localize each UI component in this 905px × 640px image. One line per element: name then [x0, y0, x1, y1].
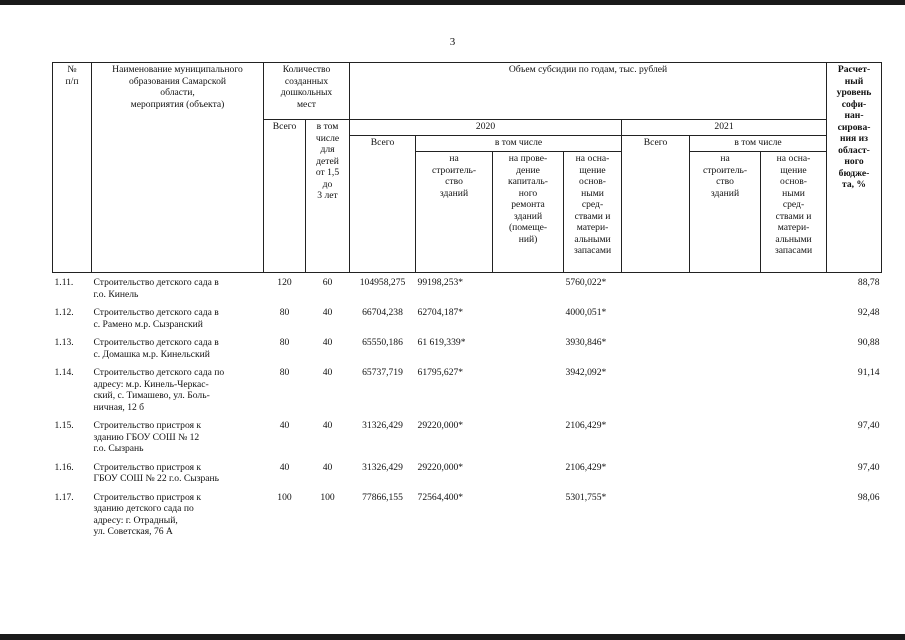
row-repair-2020: [493, 416, 564, 458]
row-level: 92,48: [857, 307, 880, 318]
row-sum-2021: [622, 363, 690, 416]
row-equip-2021: [761, 303, 827, 333]
row-level: 88,78: [857, 277, 880, 288]
header-construction-2020: на строитель- ство зданий: [416, 152, 493, 273]
row-sum-2021: [622, 488, 690, 541]
row-num: 1.13.: [54, 337, 74, 348]
row-num: 1.12.: [54, 307, 74, 318]
row-construction-2020: 61 619,339*: [417, 337, 466, 348]
header-num: № п/п: [53, 63, 92, 273]
header-construction-2021: на строитель- ство зданий: [690, 152, 761, 273]
row-places-children: 40: [322, 307, 333, 318]
row-equip-2021: [761, 363, 827, 416]
row-sum-2020: 65550,186: [362, 337, 403, 348]
row-equip-2020: 5301,755*: [565, 491, 607, 503]
row-construction-2021: [690, 416, 761, 458]
row-repair-2020: [493, 363, 564, 416]
header-incl-2020: в том числе: [416, 136, 622, 152]
header-repair-2020: на прове- дение капиталь- ного ремонта зданий (помеще- ний): [493, 152, 564, 273]
table-row: [53, 303, 882, 333]
row-places-children: 100: [320, 491, 335, 503]
row-name: Строительство пристроя к зданию детского сада по адресу: г. Отрадный, ул. Советская, 76 А: [93, 491, 202, 537]
row-num: 1.16.: [54, 461, 74, 473]
row-repair-2020: [493, 488, 564, 541]
row-construction-2021: [690, 488, 761, 541]
row-equip-2021: [761, 416, 827, 458]
row-num: 1.11.: [54, 277, 74, 288]
row-construction-2020: 29220,000*: [417, 420, 464, 431]
row-level: 97,40: [857, 420, 880, 431]
row-places-children: 40: [322, 367, 333, 378]
row-equip-2021: [761, 458, 827, 488]
row-sum-2020: 104958,275: [359, 277, 406, 288]
row-num: 1.15.: [54, 420, 74, 431]
header-year-2021: 2021: [622, 120, 827, 136]
header-year-2020: 2020: [350, 120, 622, 136]
row-equip-2020: 2106,429*: [565, 461, 607, 473]
top-border-rule: [0, 0, 905, 5]
table-row: [53, 333, 882, 363]
row-construction-2021: [690, 363, 761, 416]
row-construction-2020: 62704,187*: [417, 307, 464, 318]
header-places: Количество созданных дошкольных мест: [264, 63, 350, 120]
header-places-children: в том числе для детей от 1,5 до 3 лет: [306, 120, 350, 273]
header-equip-2021: на осна- щение основ- ными сред- ствами и матери- альными запасами: [761, 152, 827, 273]
row-name: Строительство детского сада в с. Рамено м.р. Сызранский: [93, 307, 219, 330]
table-row: [53, 416, 882, 458]
subsidy-table: [52, 62, 882, 541]
row-sum-2020: 31326,429: [362, 420, 403, 431]
row-equip-2020: 5760,022*: [565, 277, 607, 288]
row-construction-2021: [690, 333, 761, 363]
row-places-total: 80: [279, 367, 290, 378]
table-row: [53, 458, 882, 488]
row-repair-2020: [493, 458, 564, 488]
row-sum-2021: [622, 333, 690, 363]
row-construction-2020: 29220,000*: [417, 461, 464, 473]
header-level: Расчет- ный уровень софи- нан- сирова- ния из област- ного бюдже- та, %: [827, 63, 882, 273]
row-sum-2020: 31326,429: [362, 461, 403, 473]
row-name: Строительство детского сада в г.о. Кинель: [93, 277, 219, 300]
header-subsidy: Объем субсидии по годам, тыс. рублей: [350, 63, 827, 120]
row-places-total: 40: [279, 461, 290, 473]
row-name: Строительство детского сада в с. Домашка м.р. Кинельский: [93, 337, 219, 360]
row-name: Строительство пристроя к ГБОУ СОШ № 22 г.о. Сызрань: [93, 461, 220, 484]
table-row: [53, 273, 882, 304]
row-construction-2021: [690, 273, 761, 304]
row-construction-2021: [690, 458, 761, 488]
row-places-children: 40: [322, 337, 333, 348]
row-places-total: 40: [279, 420, 290, 431]
row-sum-2021: [622, 273, 690, 304]
row-level: 98,06: [857, 491, 880, 503]
bottom-border-rule: [0, 634, 905, 640]
table-row: [53, 363, 882, 416]
row-places-total: 80: [279, 307, 290, 318]
row-places-children: 60: [322, 277, 333, 288]
row-level: 91,14: [857, 367, 880, 378]
table-row: [53, 488, 882, 541]
row-repair-2020: [493, 303, 564, 333]
header-name: Наименование муниципального образования Самарской области, мероприятия (объекта): [92, 63, 264, 273]
row-repair-2020: [493, 273, 564, 304]
row-sum-2020: 65737,719: [362, 367, 403, 378]
row-sum-2021: [622, 416, 690, 458]
row-equip-2021: [761, 273, 827, 304]
row-construction-2020: 99198,253*: [417, 277, 464, 288]
row-equip-2020: 3930,846*: [565, 337, 607, 348]
row-level: 97,40: [857, 461, 880, 473]
page-number: 3: [449, 36, 456, 48]
row-sum-2020: 66704,238: [362, 307, 403, 318]
row-construction-2020: 61795,627*: [417, 367, 464, 378]
row-equip-2021: [761, 488, 827, 541]
header-total-2021: Всего: [622, 136, 690, 273]
row-places-total: 80: [279, 337, 290, 348]
row-sum-2021: [622, 303, 690, 333]
row-construction-2020: 72564,400*: [417, 491, 464, 503]
row-name: Строительство детского сада по адресу: м.р. Кинель-Черкас- ский, с. Тимашево, ул. Боль- ничная, 12 б: [93, 367, 225, 413]
row-sum-2021: [622, 458, 690, 488]
row-level: 90,88: [857, 337, 880, 348]
header-places-total: Всего: [264, 120, 306, 273]
row-equip-2021: [761, 333, 827, 363]
header-total-2020: Всего: [350, 136, 416, 273]
row-equip-2020: 4000,051*: [565, 307, 607, 318]
row-sum-2020: 77866,155: [362, 491, 403, 503]
row-equip-2020: 3942,092*: [565, 367, 607, 378]
row-repair-2020: [493, 333, 564, 363]
row-num: 1.14.: [54, 367, 74, 378]
row-places-children: 40: [322, 461, 333, 473]
header-equip-2020: на осна- щение основ- ными сред- ствами и матери- альными запасами: [564, 152, 622, 273]
row-num: 1.17.: [54, 491, 74, 503]
row-name: Строительство пристроя к зданию ГБОУ СОШ № 12 г.о. Сызрань: [93, 420, 202, 454]
header-incl-2021: в том числе: [690, 136, 827, 152]
row-equip-2020: 2106,429*: [565, 420, 607, 431]
row-places-total: 100: [277, 491, 292, 503]
row-places-total: 120: [277, 277, 292, 288]
row-construction-2021: [690, 303, 761, 333]
row-places-children: 40: [322, 420, 333, 431]
